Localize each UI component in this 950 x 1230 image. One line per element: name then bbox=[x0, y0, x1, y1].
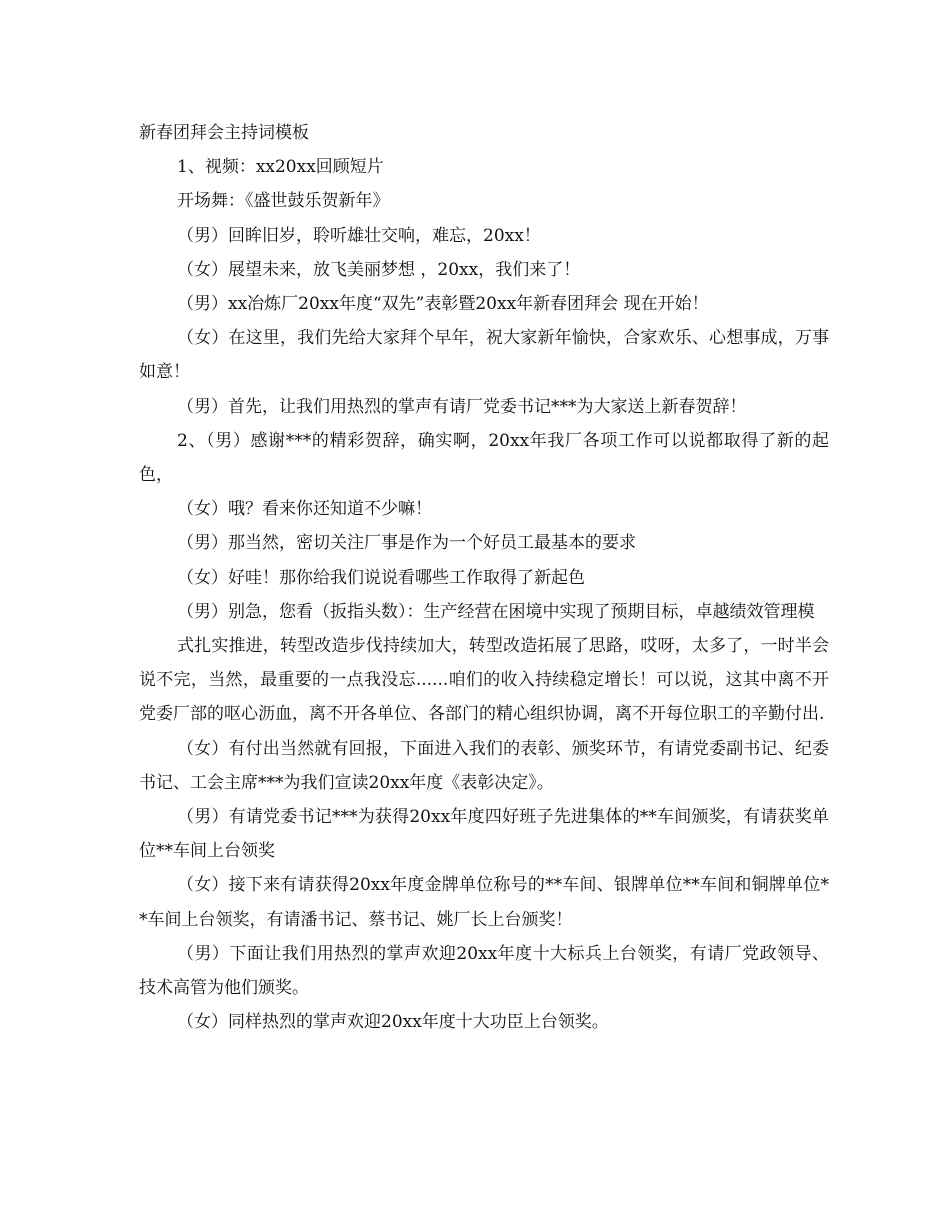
document-body bbox=[139, 116, 829, 1039]
paragraph-video: 1、视频：xx20xx回顾短片 bbox=[177, 157, 384, 178]
paragraph-female-3: （女）哦？看来你还知道不少嘛！ bbox=[177, 499, 432, 520]
document-title: 新春团拜会主持词模板 bbox=[139, 123, 309, 143]
paragraph-male-5: （男）别急，您看（扳指头数）：生产经营在困境中实现了预期目标，卓越绩效管理模 bbox=[177, 601, 815, 622]
paragraph-female-2: （女）在这里，我们先给大家拜个早年，祝大家新年愉快，合家欢乐、心想事成，万事如意！ bbox=[139, 328, 829, 383]
paragraph-female-5: （女）有付出当然就有回报，下面进入我们的表彰、颁奖环节，有请党委副书记、纪委书记、工会主席***为我们宣读20xx年度《表彰决定》。 bbox=[139, 738, 829, 793]
paragraph-male-7: （男）下面让我们用热烈的掌声欢迎20xx年度十大标兵上台领奖，有请厂党政领导、技术高管为他们颁奖。 bbox=[139, 943, 829, 999]
paragraph-continuation: 式扎实推进，转型改造步伐持续加大，转型改造拓展了思路，哎呀，太多了，一时半会说不完，当然，最重要的一点我没忘......咱们的收入持续稳定增长！可以说，这其中离不开党委厂部的呕心沥血，离不开各单位、各部门的精心组织协调，离不开每位职工的辛勤付出. bbox=[139, 636, 829, 725]
paragraph-male-3: （男）首先，让我们用热烈的掌声有请厂党委书记***为大家送上新春贺辞！ bbox=[177, 396, 747, 417]
paragraph-female-7: （女）同样热烈的掌声欢迎20xx年度十大功臣上台领奖。 bbox=[177, 1012, 609, 1033]
paragraph-female-4: （女）好哇！那你给我们说说看哪些工作取得了新起色 bbox=[177, 567, 585, 588]
paragraph-female-1: （女）展望未来，放飞美丽梦想 ，20xx，我们来了！ bbox=[177, 259, 581, 280]
paragraph-male-2: （男）xx冶炼厂20xx年度“双先”表彰暨20xx年新春团拜会 现在开始！ bbox=[177, 294, 709, 315]
paragraph-female-6: （女）接下来有请获得20xx年度金牌单位称号的**车间、银牌单位**车间和铜牌单位**车间上台领奖，有请潘书记、蔡书记、姚厂长上台颁奖！ bbox=[139, 875, 829, 930]
paragraph-section-2: 2、（男）感谢***的精彩贺辞，确实啊，20xx年我厂各项工作可以说都取得了新的起色， bbox=[139, 430, 829, 486]
paragraph-male-1: （男）回眸旧岁，聆听雄壮交响，难忘，20xx！ bbox=[177, 225, 541, 246]
paragraph-male-4: （男）那当然，密切关注厂事是作为一个好员工最基本的要求 bbox=[177, 533, 636, 554]
paragraph-opening-dance: 开场舞：《盛世鼓乐贺新年》 bbox=[177, 191, 390, 212]
paragraph-male-6: （男）有请党委书记***为获得20xx年度四好班子先进集体的**车间颁奖，有请获奖单位**车间上台领奖 bbox=[139, 807, 829, 862]
